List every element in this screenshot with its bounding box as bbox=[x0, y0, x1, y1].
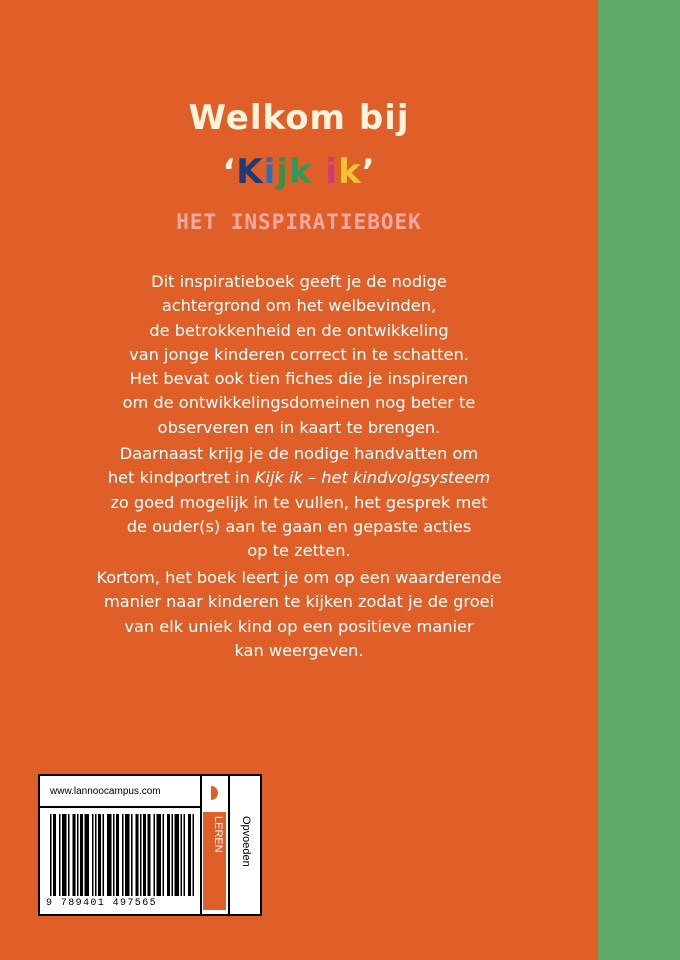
text-line: de ouder(s) aan te gaan en gepaste acties bbox=[126, 516, 472, 536]
title-letter: k bbox=[338, 152, 362, 192]
barcode-bar bbox=[160, 814, 162, 896]
isbn-number: 9 789401 497565 bbox=[46, 898, 158, 909]
barcode-bar bbox=[73, 814, 75, 896]
barcode-bar bbox=[136, 814, 138, 896]
barcode-bar bbox=[55, 814, 57, 896]
barcode-bar bbox=[95, 814, 97, 896]
barcode-bar bbox=[163, 814, 165, 896]
barcode bbox=[50, 814, 194, 896]
barcode-bar bbox=[172, 814, 174, 896]
text-line: Het bevat ook tien fiches die je inspireren bbox=[129, 369, 469, 389]
barcode-bar bbox=[74, 814, 76, 896]
kijk-ik-letters bbox=[236, 152, 361, 192]
barcode-bar bbox=[154, 814, 156, 896]
barcode-bar bbox=[157, 814, 159, 896]
title-letter: j bbox=[276, 152, 289, 192]
barcode-bar bbox=[50, 814, 52, 896]
barcode-bar bbox=[137, 814, 139, 896]
text-line: kan weergeven. bbox=[234, 640, 364, 660]
text-line: Kortom, het boek leert je om op een waarderende bbox=[96, 568, 502, 587]
barcode-bar bbox=[65, 814, 67, 896]
barcode-bar bbox=[62, 814, 64, 896]
barcode-bar bbox=[92, 814, 94, 896]
divider bbox=[40, 806, 200, 808]
barcode-bar bbox=[193, 814, 195, 896]
text-line: zo goed mogelijk in te vullen, het gesprek met bbox=[110, 492, 488, 512]
barcode-bar bbox=[118, 814, 120, 896]
text-line: observeren en in kaart te brengen. bbox=[157, 417, 441, 437]
barcode-bar bbox=[68, 814, 70, 896]
text-line: van elk uniek kind op een positieve manier bbox=[124, 616, 474, 636]
publisher-url: www.lannoocampus.com bbox=[50, 786, 161, 797]
barcode-bar bbox=[110, 814, 112, 896]
barcode-bar bbox=[53, 814, 55, 896]
barcode-bar bbox=[64, 814, 66, 896]
barcode-bar bbox=[122, 814, 124, 896]
text-line: op te zetten. bbox=[247, 541, 351, 561]
paragraph-kortom bbox=[60, 566, 538, 663]
leren-label: LEREN bbox=[212, 816, 224, 853]
barcode-bar bbox=[80, 814, 82, 896]
close-quote: ’ bbox=[361, 152, 376, 192]
barcode-box bbox=[38, 774, 262, 916]
barcode-bar bbox=[175, 814, 177, 896]
barcode-bar bbox=[188, 814, 190, 896]
title-letter: K bbox=[236, 152, 264, 192]
text-line: de betrokkenheid en de ontwikkeling bbox=[149, 320, 449, 340]
paragraph-handvatten bbox=[60, 442, 538, 563]
text-line bbox=[60, 466, 538, 490]
barcode-bar bbox=[116, 814, 118, 896]
barcode-bar bbox=[82, 814, 84, 896]
text-line: om de ontwikkelingsdomeinen nog beter te bbox=[122, 393, 476, 413]
paragraph-intro bbox=[60, 270, 538, 440]
text-line: Daarnaast krijg je de nodige handvatten om bbox=[119, 444, 479, 463]
barcode-bar bbox=[128, 814, 130, 896]
divider bbox=[200, 776, 202, 914]
barcode-bar bbox=[86, 814, 88, 896]
barcode-bar bbox=[145, 814, 147, 896]
barcode-bar bbox=[125, 814, 127, 896]
barcode-bar bbox=[100, 814, 102, 896]
text-line: van jonge kinderen correct in te schatten. bbox=[129, 344, 469, 364]
barcode-bar bbox=[158, 814, 160, 896]
title-letter bbox=[313, 152, 326, 192]
barcode-bar bbox=[131, 814, 133, 896]
open-quote: ‘ bbox=[222, 152, 237, 192]
title-letter: i bbox=[263, 152, 277, 192]
text-line: achtergrond om het welbevinden, bbox=[161, 296, 437, 316]
title-welcome: Welkom bij bbox=[188, 98, 410, 138]
barcode-bar bbox=[190, 814, 192, 896]
title-letter: k bbox=[288, 152, 313, 192]
barcode-bar bbox=[127, 814, 129, 896]
divider bbox=[228, 776, 230, 914]
barcode-bar bbox=[113, 814, 115, 896]
barcode-bar bbox=[178, 814, 180, 896]
barcode-bar bbox=[103, 814, 105, 896]
barcode-bar bbox=[167, 814, 169, 896]
barcode-bar bbox=[149, 814, 151, 896]
barcode-bar bbox=[98, 814, 100, 896]
text-line: Dit inspiratieboek geeft je de nodige bbox=[151, 272, 447, 291]
barcode-bar bbox=[181, 814, 183, 896]
text-line: manier naar kinderen te kijken zodat je de groei bbox=[103, 592, 495, 612]
publisher-logo-icon bbox=[206, 784, 224, 802]
barcode-bar bbox=[148, 814, 150, 896]
text-fragment: het kindportret in bbox=[107, 468, 255, 488]
book-title-italic: Kijk ik – het kindvolgsysteem bbox=[254, 468, 491, 488]
subtitle: HET INSPIRATIEBOEK bbox=[176, 210, 422, 234]
barcode-bar bbox=[143, 814, 145, 896]
spine bbox=[598, 0, 680, 960]
barcode-bar bbox=[140, 814, 142, 896]
barcode-bar bbox=[109, 814, 111, 896]
barcode-bar bbox=[169, 814, 171, 896]
barcode-bar bbox=[184, 814, 186, 896]
title-letter: i bbox=[325, 152, 339, 192]
title-kijk-ik bbox=[0, 152, 598, 192]
category-label: Opvoeden bbox=[240, 816, 252, 867]
barcode-bar bbox=[85, 814, 87, 896]
barcode-bar bbox=[176, 814, 178, 896]
barcode-bar bbox=[77, 814, 79, 896]
barcode-bar bbox=[107, 814, 109, 896]
barcode-bar bbox=[59, 814, 61, 896]
barcode-bar bbox=[88, 814, 90, 896]
